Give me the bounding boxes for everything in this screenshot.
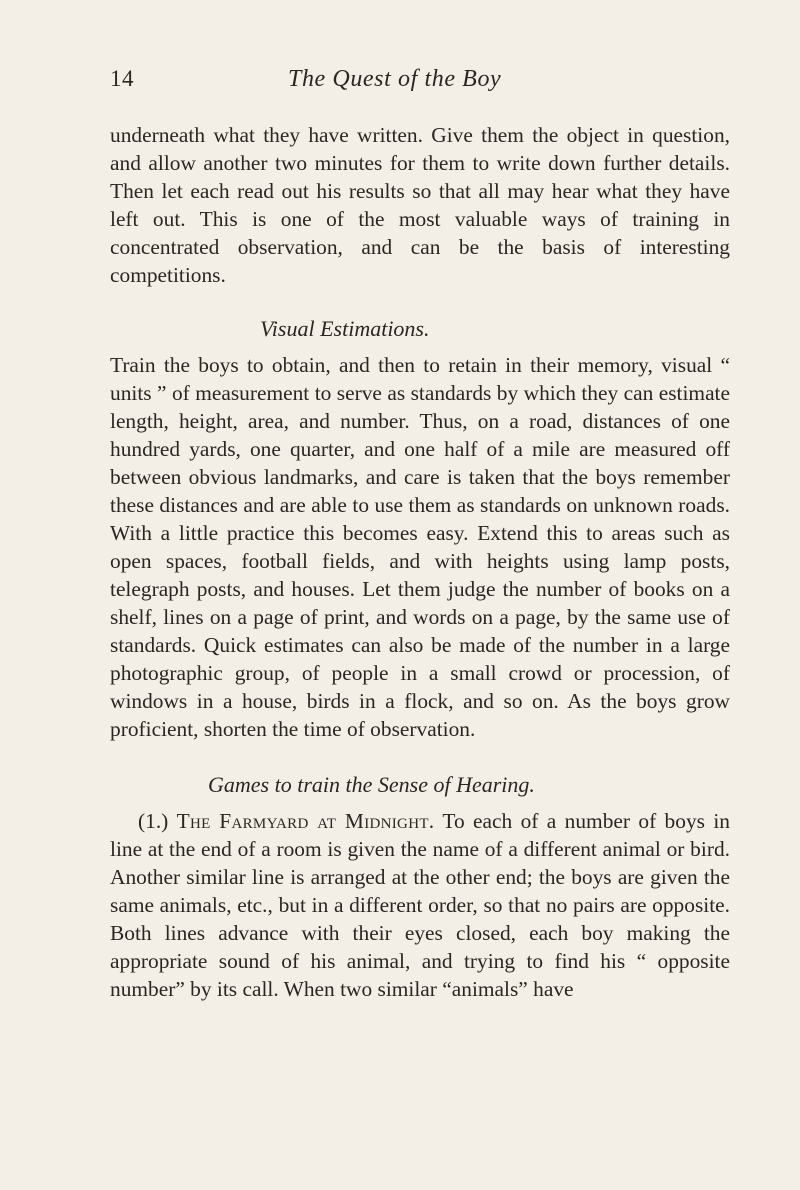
game-title: The Farmyard at Midnight. (176, 809, 435, 833)
game-description: To each of a number of boys in line at the end of a room is given the name of a different animal or bird. Another similar line is arranged at the other end; the boys are given the same animals, etc., but in a different order, so that no pairs are opposite. Both lines advance with their eyes closed, each boy making the appropriate sound of his animal, and trying to find his “ opposite number” by its call. When two similar “animals” have (110, 809, 730, 1001)
paragraph-visual-estimations: Train the boys to obtain, and then to retain in their memory, visual “ units ” of measurement to serve as standards by which they can estimate length, height, area, and number. Thus, on a road, distances of one hundred yards, one quarter, and one half of a mile are measured off between obvious landmarks, and care is taken that the boys remember these distances and are able to use them as standards on unknown roads. With a little practice this becomes easy. Extend this to areas such as open spaces, football fields, and with heights using lamp posts, telegraph posts, and houses. Let them judge the number of books on a shelf, lines on a page of print, and words on a page, by the same use of standards. Quick estimates can also be made of the number in a large photographic group, of people in a small crowd or procession, of windows in a house, birds in a flock, and so on. As the boys grow proficient, shorten the time of observation. (110, 353, 730, 741)
page-header (110, 66, 730, 106)
page-number: 14 (110, 66, 134, 91)
body-text (110, 121, 730, 1003)
paragraph-continued: underneath what they have written. Give them the object in question, and allow another two minutes for them to write down further details. Then let each read out his results so that all may hear what they have left out. This is one of the most valuable ways of training in concentrated observation, and can be the basis of interesting competitions. (110, 123, 730, 287)
running-title: The Quest of the Boy (288, 66, 502, 92)
section-heading-hearing-games: Games to train the Sense of Hearing. (208, 772, 535, 797)
section-heading-visual-estimations: Visual Estimations. (260, 316, 430, 341)
game-number: (1.) (138, 809, 169, 833)
paragraph-farmyard-game (110, 807, 730, 1003)
